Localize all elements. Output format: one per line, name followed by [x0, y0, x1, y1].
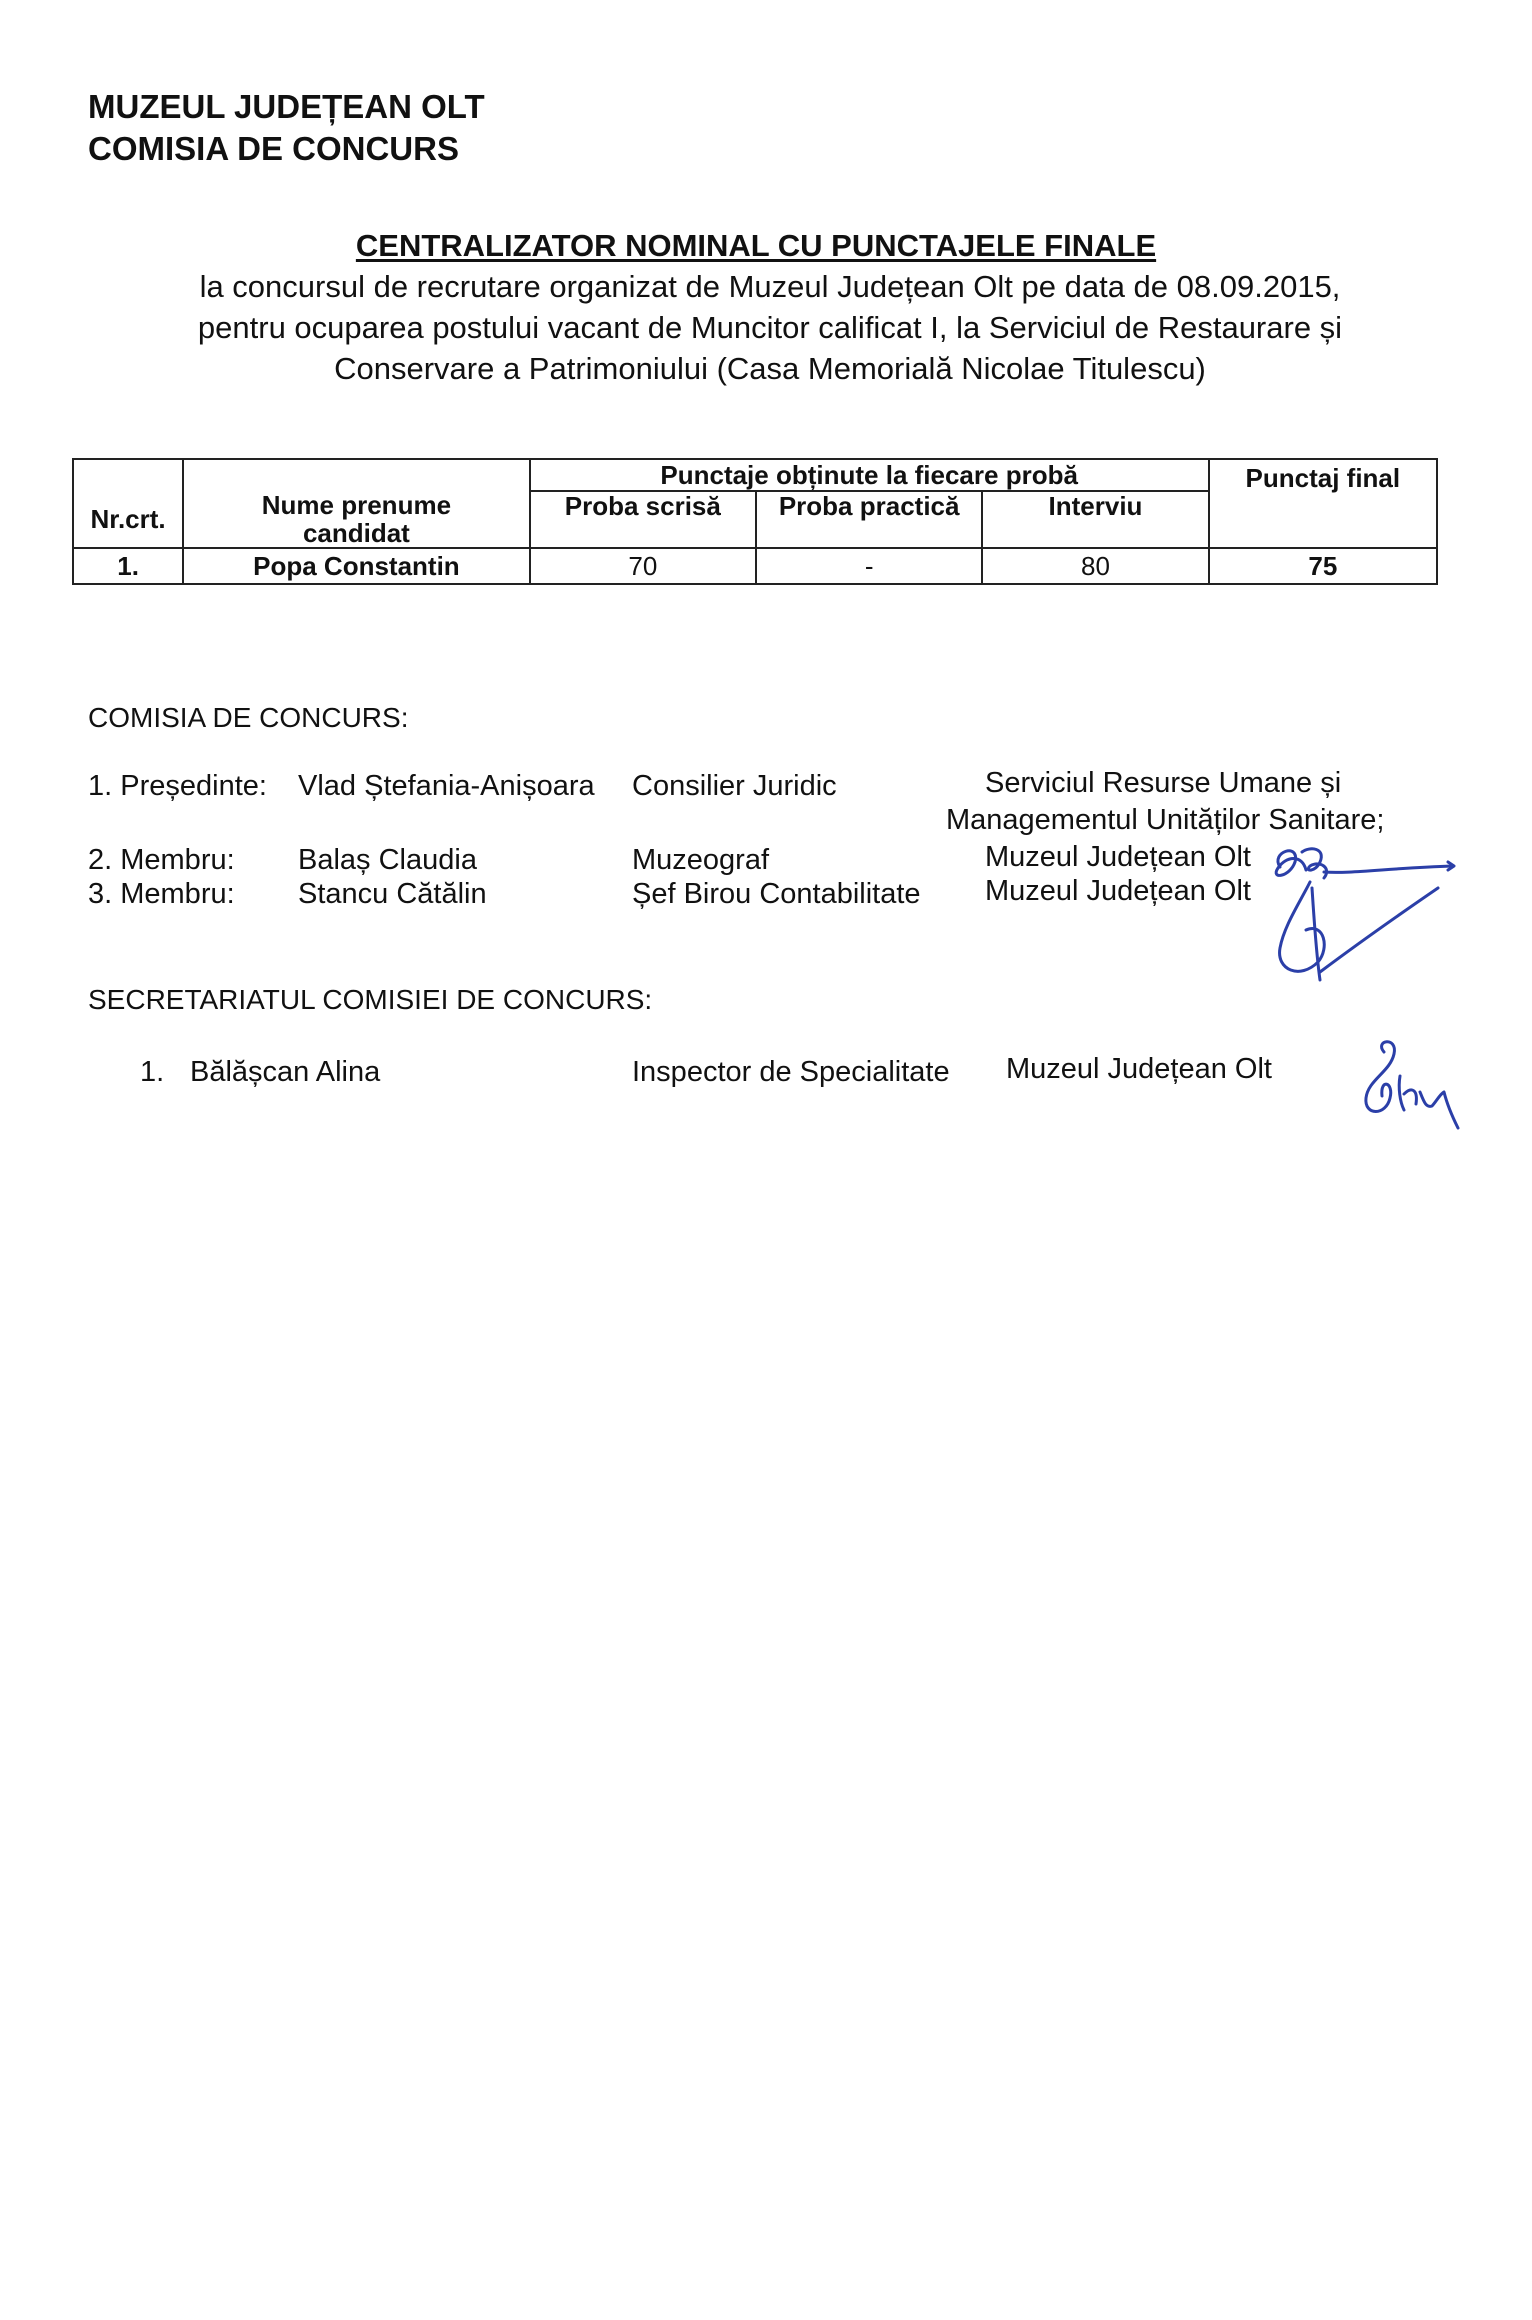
commission-name: COMISIA DE CONCURS — [88, 130, 459, 167]
member-institution: Managementul Unităților Sanitare; — [946, 804, 1385, 836]
scores-table — [72, 458, 1438, 585]
member-name: Stancu Cătălin — [298, 878, 487, 910]
intro-line: pentru ocuparea postului vacant de Muncitor calificat I, la Serviciul de Restaurare și — [197, 310, 1343, 345]
member-institution: Muzeul Județean Olt — [985, 875, 1251, 907]
member-institution: Muzeul Județean Olt — [985, 841, 1251, 873]
practical-header: Proba practică — [756, 491, 982, 548]
member-name: Vlad Ștefania-Anișoara — [298, 770, 595, 802]
commission-heading: COMISIA DE CONCURS: — [88, 702, 409, 733]
secretary-nr: 1. — [140, 1056, 165, 1088]
interview-header: Interviu — [982, 491, 1208, 548]
member-role: 2. Membru: — [88, 844, 235, 876]
name-header-line: candidat — [302, 518, 410, 548]
member-position: Șef Birou Contabilitate — [632, 878, 921, 910]
table-header-row — [73, 459, 1437, 491]
secretary-position: Inspector de Specialitate — [632, 1056, 950, 1088]
member-role: 1. Președinte: — [88, 770, 267, 802]
practical-score: - — [756, 548, 982, 584]
intro-paragraph — [120, 266, 1420, 389]
member-institution: Serviciul Resurse Umane și — [985, 767, 1342, 799]
header-blank — [183, 459, 530, 491]
secretariat-heading: SECRETARIATUL COMISIEI DE CONCURS: — [88, 984, 653, 1015]
institution-name: MUZEUL JUDEȚEAN OLT — [88, 88, 485, 125]
written-header: Proba scrisă — [530, 491, 756, 548]
name-header — [183, 491, 530, 548]
name-header-line: Nume prenume — [261, 490, 452, 520]
member-name: Balaș Claudia — [298, 844, 477, 876]
intro-line: Conservare a Patrimoniului (Casa Memorială Nicolae Titulescu) — [334, 351, 1206, 386]
secretary-name: Bălășcan Alina — [190, 1056, 381, 1088]
table-row — [73, 548, 1437, 584]
member-position: Consilier Juridic — [632, 770, 837, 802]
candidate-name: Popa Constantin — [183, 548, 530, 584]
header-blank — [73, 459, 183, 491]
final-score: 75 — [1209, 548, 1437, 584]
document-title: CENTRALIZATOR NOMINAL CU PUNCTAJELE FINALE — [355, 228, 1157, 263]
document-header — [88, 86, 485, 170]
commission-signature-image — [1240, 822, 1460, 1002]
nr-header: Nr.crt. — [73, 491, 183, 548]
intro-line: la concursul de recrutare organizat de Muzeul Județean Olt pe data de 08.09.2015, — [199, 269, 1341, 304]
written-score: 70 — [530, 548, 756, 584]
final-score-header: Punctaj final — [1209, 459, 1437, 548]
group-header: Punctaje obținute la fiecare probă — [530, 459, 1209, 491]
interview-score: 80 — [982, 548, 1208, 584]
secretary-signature-image — [1354, 1032, 1484, 1142]
secretary-institution: Muzeul Județean Olt — [1006, 1053, 1272, 1085]
row-nr: 1. — [73, 548, 183, 584]
member-position: Muzeograf — [632, 844, 770, 876]
member-role: 3. Membru: — [88, 878, 235, 910]
